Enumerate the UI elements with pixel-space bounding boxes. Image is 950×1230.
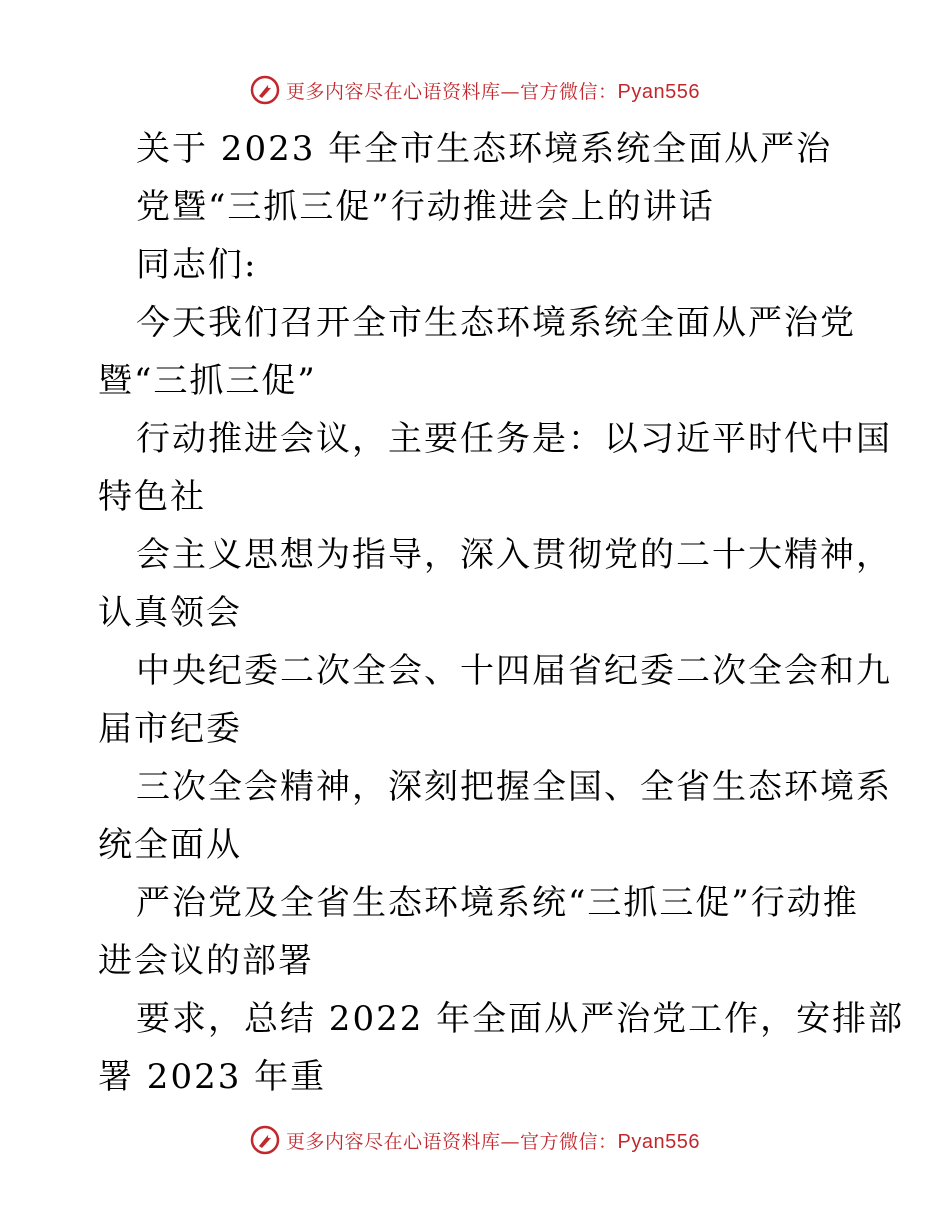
text-line: 党暨“三抓三促”行动推进会上的讲话 [136, 187, 715, 227]
pen-nib-logo-icon [250, 75, 280, 105]
document-body [98, 120, 905, 1106]
text-line: 严治党及全省生态环境系统“三抓三促”行动推 [136, 883, 859, 923]
text-line: 署 2023 年重 [98, 1057, 327, 1097]
text-line: 要求，总结 2022 年全面从严治党工作，安排部 [136, 999, 905, 1039]
pen-nib-logo-icon [250, 1125, 280, 1155]
text-line: 届市纪委 [98, 709, 242, 749]
text-line: 今天我们召开全市生态环境系统全面从严治党 [136, 303, 856, 343]
text-line: 三次全会精神，深刻把握全国、全省生态环境系 [136, 767, 892, 807]
text-line: 认真领会 [98, 593, 242, 633]
banner-text: 更多内容尽在心语资料库—官方微信：Pyan556 [286, 1130, 700, 1153]
text-line: 会主义思想为指导，深入贯彻党的二十大精神， [136, 535, 892, 575]
header-banner [0, 70, 950, 110]
text-line: 暨“三抓三促” [98, 361, 317, 401]
footer-banner [0, 1120, 950, 1160]
text-line: 同志们: [136, 245, 258, 285]
text-line: 中央纪委二次全会、十四届省纪委二次全会和九 [136, 651, 892, 691]
text-line: 统全面从 [98, 825, 242, 865]
text-line: 行动推进会议，主要任务是：以习近平时代中国 [136, 419, 892, 459]
banner-text: 更多内容尽在心语资料库—官方微信：Pyan556 [286, 80, 700, 103]
text-line: 关于 2023 年全市生态环境系统全面从严治 [136, 129, 833, 169]
text-line: 特色社 [98, 477, 206, 517]
text-line: 进会议的部署 [98, 941, 314, 981]
